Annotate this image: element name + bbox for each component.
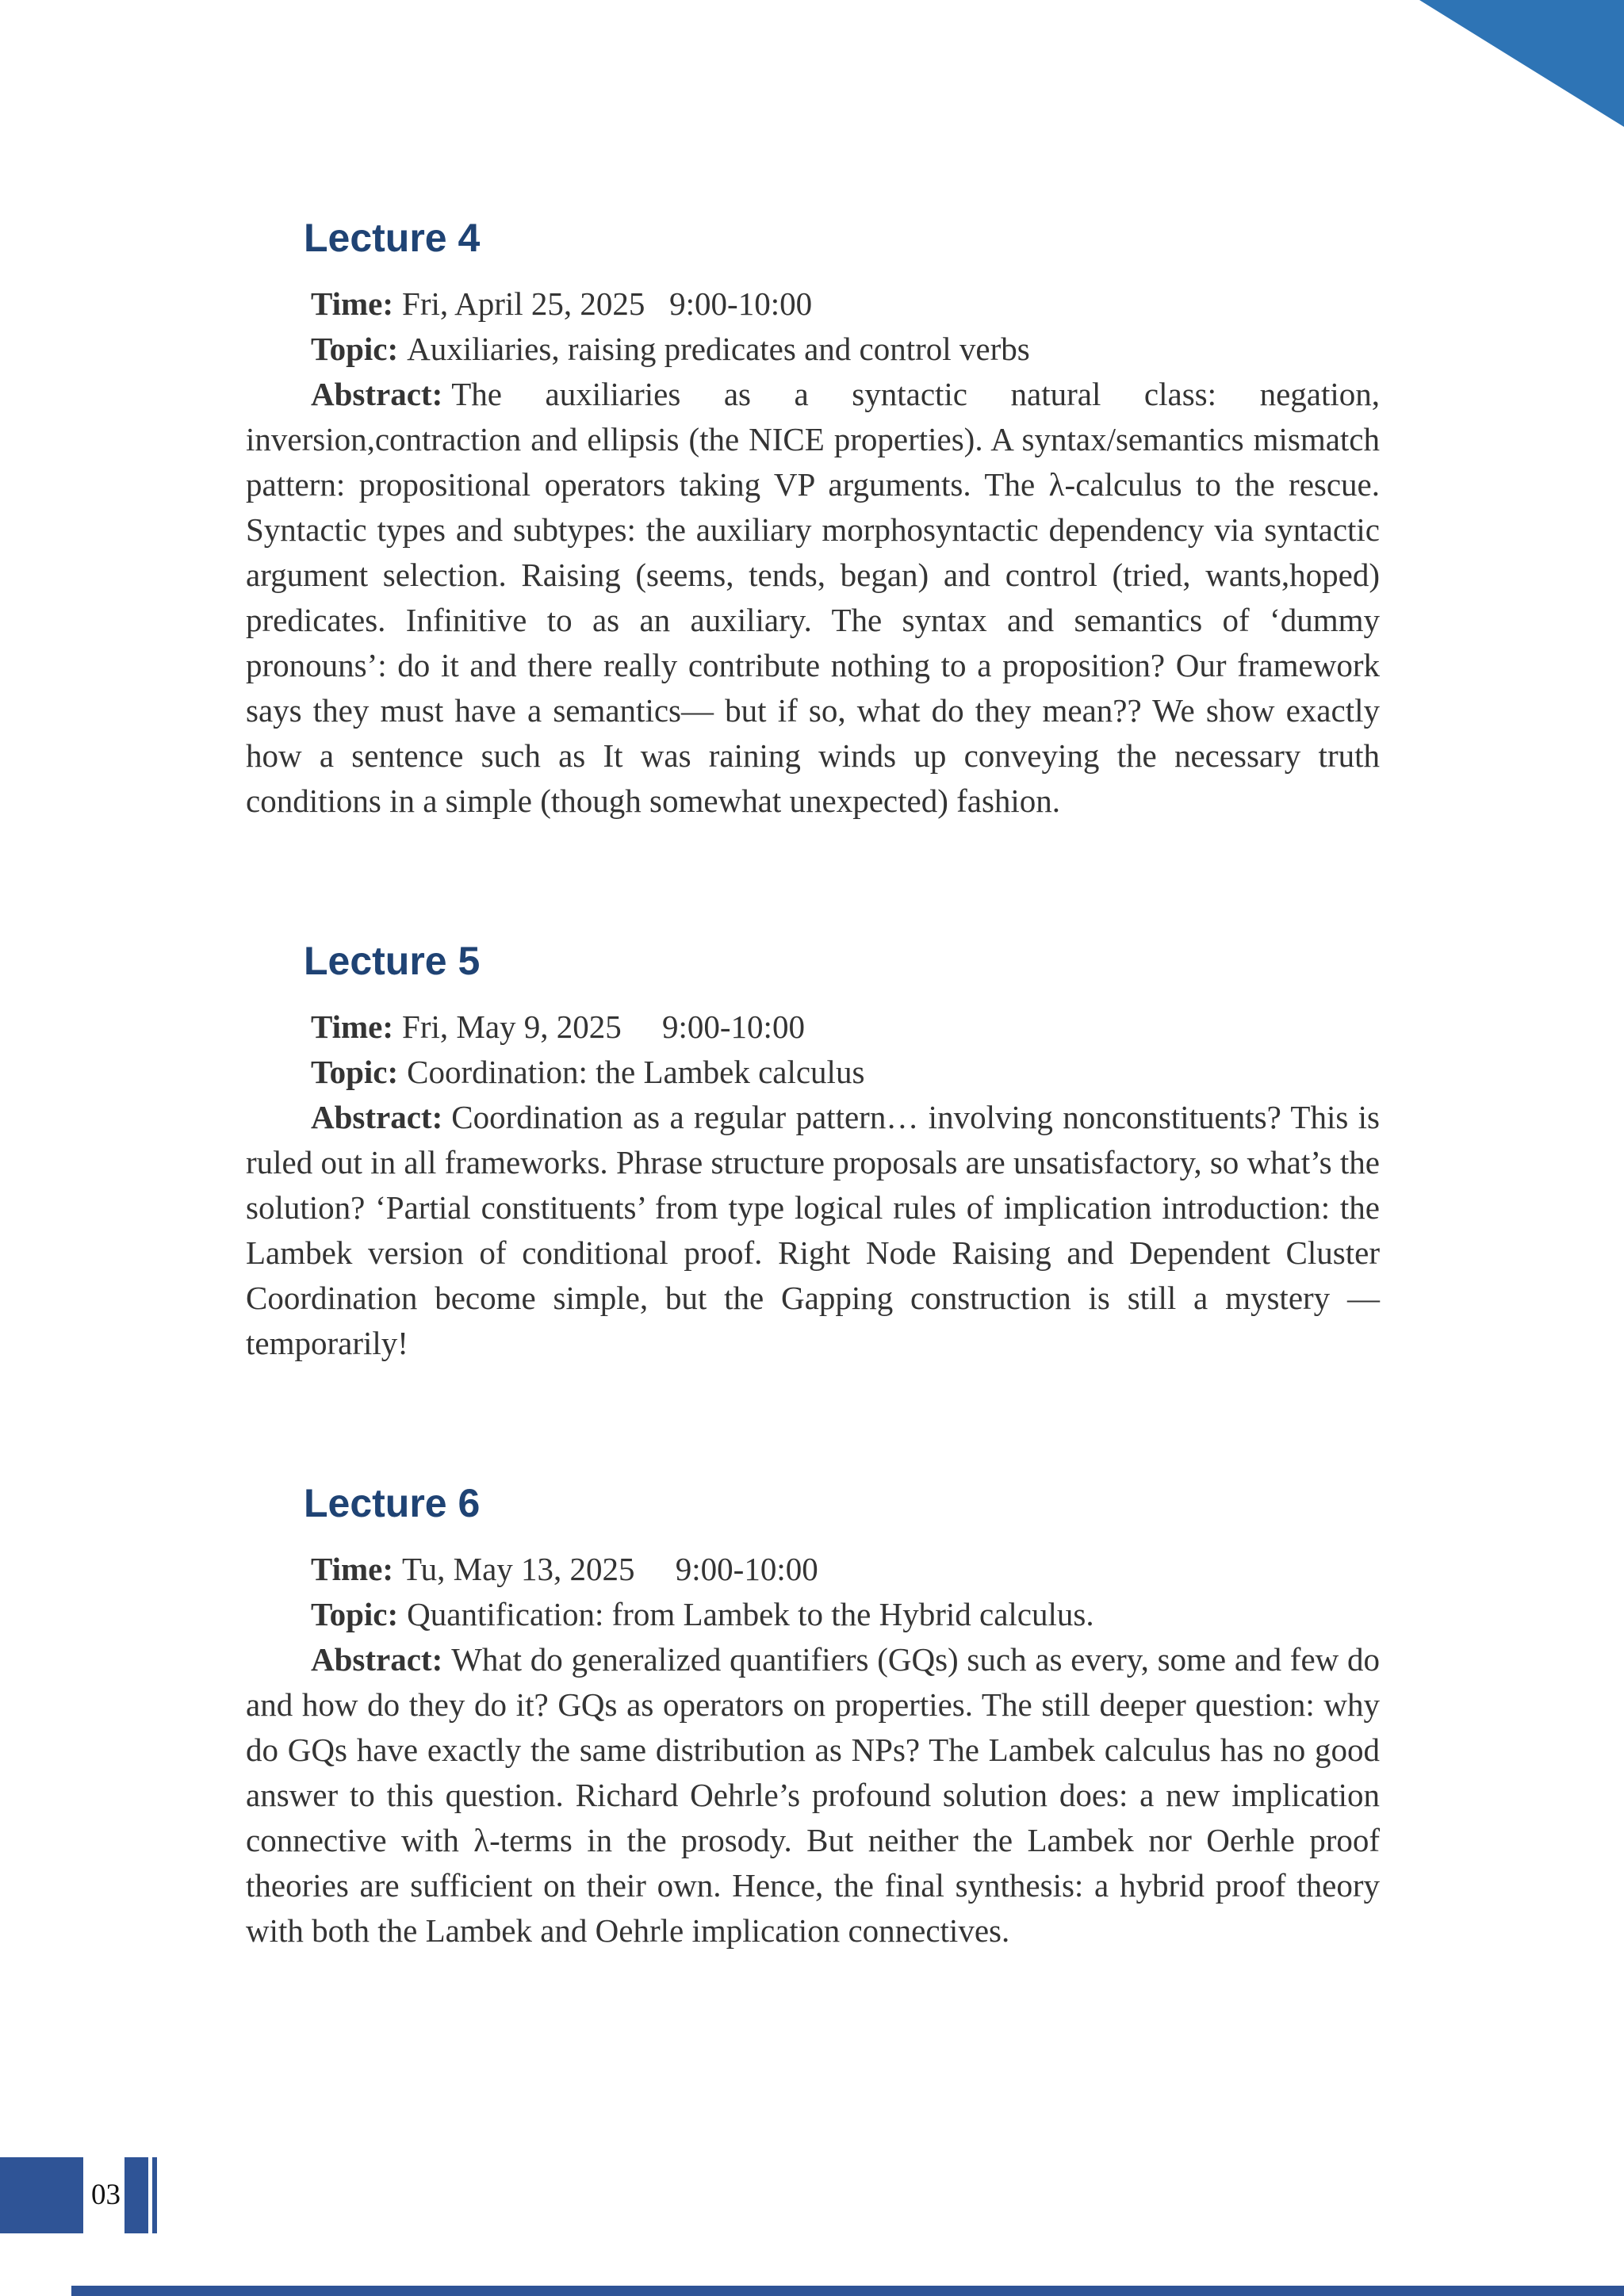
footer-bar-medium <box>124 2157 148 2233</box>
abstract-label: Abstract: <box>311 1641 443 1678</box>
time-row <box>246 281 1380 327</box>
time-label: Time: <box>311 1551 394 1587</box>
topic-row <box>246 1592 1380 1637</box>
abstract-text: The auxiliaries as a syntactic natural class: negation, inversion,contraction and ellipsis (the NICE properties). A syntax/semantics mismatch pattern: propositional operators taking VP arguments. The λ-calculus to the rescue. Syntactic types and subtypes: the auxiliary morphosyntactic dependency via syntactic argument selection. Raising (seems, tends, began) and control (tried, wants,hoped) predicates. Infinitive to as an auxiliary. The syntax and semantics of ‘dummy pronouns’: do it and there really contribute nothing to a proposition? Our framework says they must have a semantics— but if so, what do they mean?? We show exactly how a sentence such as It was raining winds up conveying the necessary truth conditions in a simple (though somewhat unexpected) fashion. <box>246 376 1380 819</box>
topic-label: Topic: <box>311 1596 399 1632</box>
bottom-edge-strip <box>71 2286 1624 2296</box>
abstract-label: Abstract: <box>311 376 443 412</box>
abstract-paragraph <box>246 1637 1380 1954</box>
lecture-heading: Lecture 4 <box>304 216 481 260</box>
abstract-text: Coordination as a regular pattern… involving nonconstituents? This is ruled out in all frameworks. Phrase structure proposals are unsatisfactory, so what’s the solution? ‘Partial constituents’ from type logical rules of implication introduction: the Lambek version of conditional proof. Right Node Raising and Dependent Cluster Coordination become simple, but the Gapping construction is still a mystery — temporarily! <box>246 1099 1380 1361</box>
lecture-section-4 <box>246 215 1380 824</box>
page-footer <box>0 2157 1624 2233</box>
topic-row <box>246 1050 1380 1095</box>
abstract-paragraph <box>246 1095 1380 1366</box>
footer-bar-large <box>0 2157 83 2233</box>
lecture-heading: Lecture 6 <box>304 1481 481 1525</box>
abstract-paragraph <box>246 372 1380 824</box>
time-label: Time: <box>311 285 394 322</box>
page-number: 03 <box>91 2179 121 2211</box>
time-label: Time: <box>311 1008 394 1045</box>
topic-row <box>246 327 1380 372</box>
topic-label: Topic: <box>311 1054 399 1090</box>
lecture-heading: Lecture 5 <box>304 939 481 983</box>
time-row <box>246 1547 1380 1592</box>
lecture-section-6 <box>246 1480 1380 1954</box>
abstract-label: Abstract: <box>311 1099 443 1135</box>
document-body <box>246 215 1380 1954</box>
footer-bar-thin <box>152 2157 157 2233</box>
topic-value: Coordination: the Lambek calculus <box>407 1054 865 1090</box>
lecture-section-5 <box>246 938 1380 1366</box>
topic-value: Quantification: from Lambek to the Hybrid calculus. <box>407 1596 1094 1632</box>
time-value: Fri, May 9, 2025 9:00-10:00 <box>402 1008 805 1045</box>
topic-label: Topic: <box>311 331 399 367</box>
time-value: Tu, May 13, 2025 9:00-10:00 <box>402 1551 818 1587</box>
abstract-text: What do generalized quantifiers (GQs) such as every, some and few do and how do they do it? GQs as operators on properties. The still deeper question: why do GQs have exactly the same distribution as NPs? The Lambek calculus has no good answer to this question. Richard Oehrle’s profound solution does: a new implication connective with λ-terms in the prosody. But neither the Lambek nor Oerhle proof theories are sufficient on their own. Hence, the final synthesis: a hybrid proof theory with both the Lambek and Oehrle implication connectives. <box>246 1641 1380 1949</box>
corner-triangle-decoration <box>1419 0 1624 127</box>
topic-value: Auxiliaries, raising predicates and control verbs <box>407 331 1030 367</box>
time-value: Fri, April 25, 2025 9:00-10:00 <box>402 285 813 322</box>
time-row <box>246 1004 1380 1050</box>
